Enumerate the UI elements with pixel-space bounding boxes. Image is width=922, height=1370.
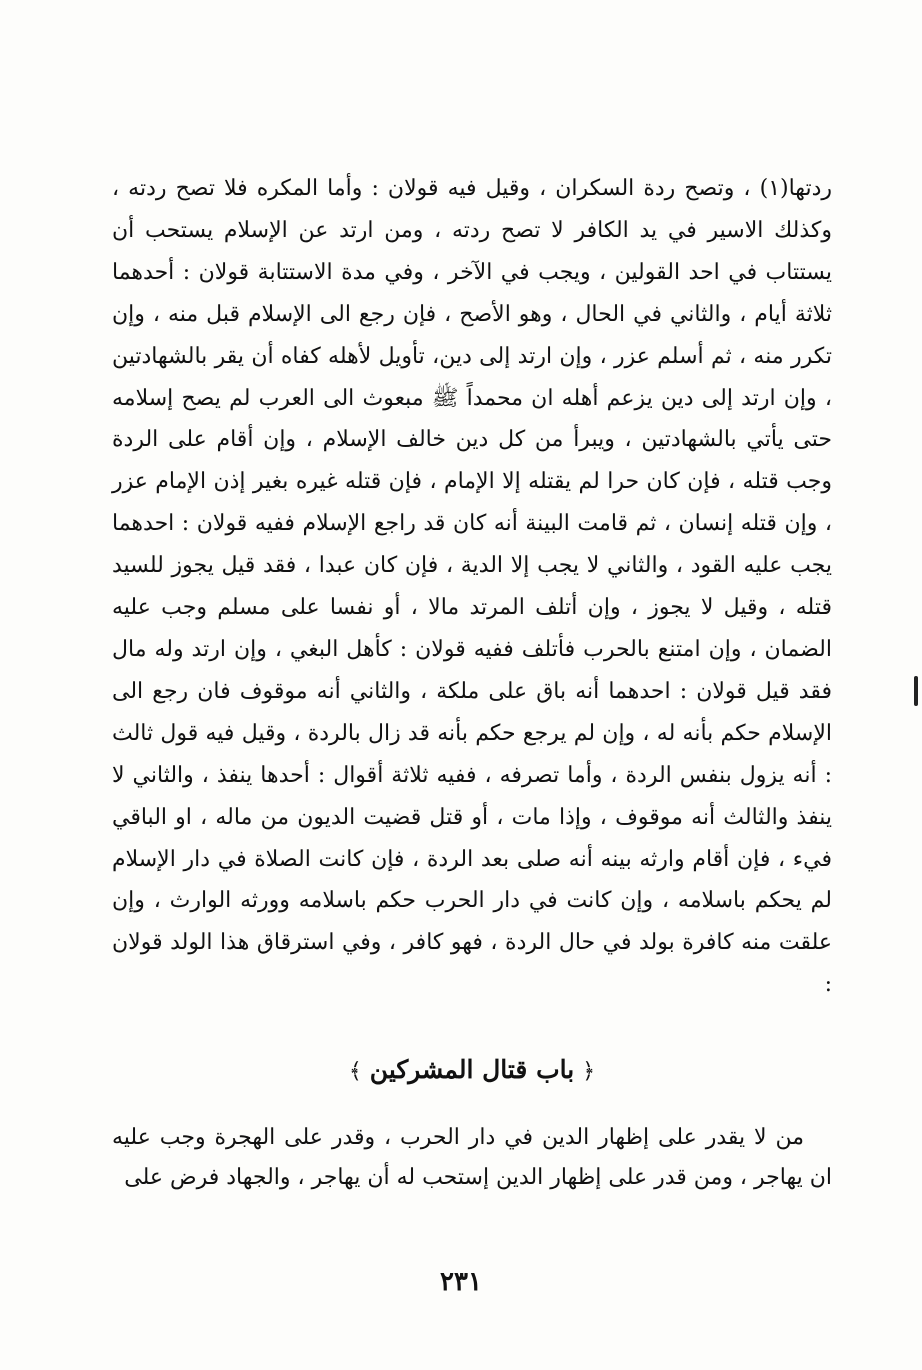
scan-edge-mark	[914, 676, 918, 706]
main-text-block	[112, 168, 832, 1006]
page-number: ٢٣١	[440, 1267, 482, 1297]
ornament-left-icon: ﴾	[348, 1059, 362, 1084]
section-heading-title: باب قتال المشركين	[369, 1055, 575, 1084]
paragraph: من لا يقدر على إظهار الدين في دار الحرب ، وقدر على الهجرة وجب عليه ان يهاجر ، ومن قدر على إظهار الدين إستحب له أن يهاجر ، والجهاد فرض على	[112, 1125, 832, 1190]
section-heading	[112, 1050, 832, 1092]
section-text-block	[112, 1118, 832, 1198]
paragraph: ردتها(١) ، وتصح ردة السكران ، وقيل فيه قولان : وأما المكره فلا تصح ردته ، وكذلك الاسير في يد الكافر لا تصح ردته ، ومن ارتد عن الإسلام يستحب أن يستتاب في احد القولين ، ويجب في الآخر ، وفي مدة الاستتابة قولان : أحدهما ثلاثة أيام ، والثاني في الحال ، وهو الأصح ، فإن رجع الى الإسلام قبل منه ، وإن تكرر منه ، ثم أسلم عزر ، وإن ارتد إلى دين، تأويل لأهله كفاه أن يقر بالشهادتين ، وإن ارتد إلى دين يزعم أهله ان محمداً ﷺ مبعوث الى العرب لم يصح إسلامه حتى يأتي بالشهادتين ، ويبرأ من كل دين خالف الإسلام ، وإن أقام على الردة وجب قتله ، فإن كان حرا لم يقتله إلا الإمام ، فإن قتله غيره بغير إذن الإمام عزر ، وإن قتله إنسان ، ثم قامت البينة أنه كان قد راجع الإسلام ففيه قولان : احدهما يجب عليه القود ، والثاني لا يجب إلا الدية ، فإن كان عبدا ، فقد قيل يجوز للسيد قتله ، وقيل لا يجوز ، وإن أتلف المرتد مالا ، أو نفسا على مسلم وجب عليه الضمان ، وإن امتنع بالحرب فأتلف ففيه قولان : كأهل البغي ، وإن ارتد وله مال فقد قيل قولان : احدهما أنه باق على ملكة ، والثاني أنه موقوف فان رجع الى الإسلام حكم بأنه له ، وإن لم يرجع حكم بأنه قد زال بالردة ، وقيل فيه قول ثالث : أنه يزول بنفس الردة ، وأما تصرفه ، ففيه ثلاثة أقوال : أحدها ينفذ ، والثاني لا ينفذ والثالث أنه موقوف ، وإذا مات ، أو قتل قضيت الديون من ماله ، او الباقي فيء ، فإن أقام وارثه بينه أنه صلى بعد الردة ، فإن كانت الصلاة في دار الإسلام لم يحكم باسلامه ، وإن كانت في دار الحرب حكم باسلامه وورثه الوارث ، وإن علقت منه كافرة بولد في حال الردة ، فهو كافر ، وفي استرقاق هذا الولد قولان :	[112, 176, 832, 998]
ornament-right-icon: ﴿	[582, 1059, 596, 1084]
